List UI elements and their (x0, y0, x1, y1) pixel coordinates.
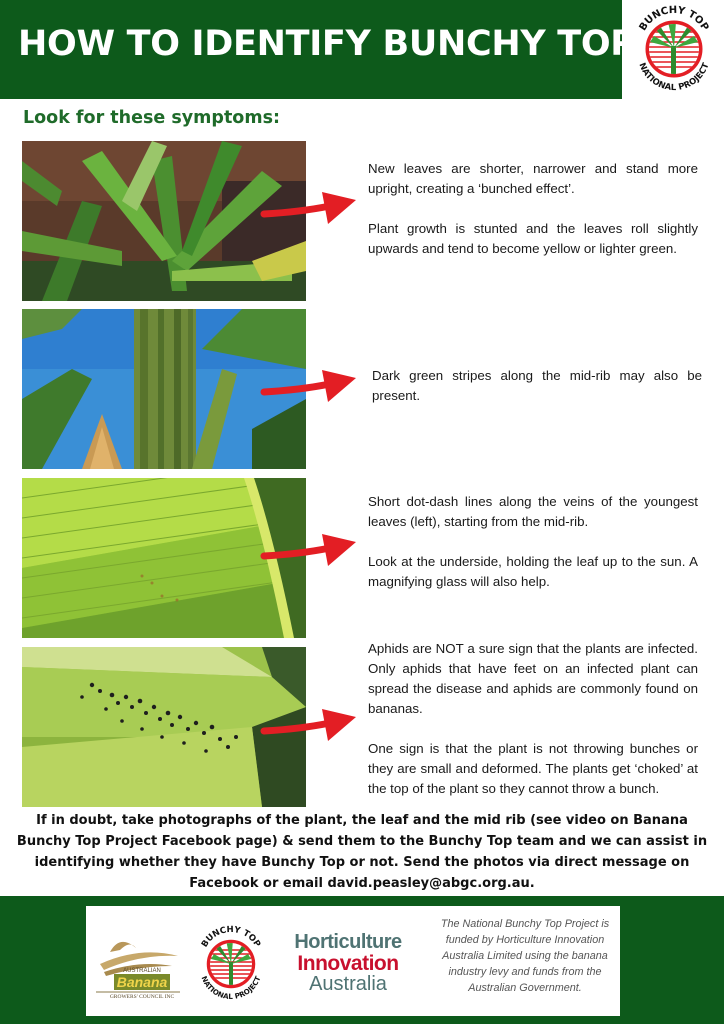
symptom-text-2 (372, 366, 702, 406)
page-title: HOW TO IDENTIFY BUNCHY TOP (18, 24, 636, 64)
logo-arc-bottom: NATIONAL PROJECT (636, 61, 712, 94)
symptom-text-1 (368, 159, 698, 259)
arrow-1 (260, 184, 360, 234)
footer-logo-arc-bottom: NATIONAL PROJECT (199, 974, 263, 1002)
arrow-2 (260, 362, 360, 412)
abgc-logo (90, 936, 184, 1006)
symptom-1-para-2: Plant growth is stunted and the leaves roll slightly upwards and tend to become yellow or lighter green. (368, 221, 698, 256)
abgc-line-bottom: GROWERS' COUNCIL INC (109, 994, 175, 1000)
logo-arc-top: BUNCHY TOP (637, 4, 711, 33)
arrow-4 (260, 701, 360, 751)
funding-statement: The National Bunchy Top Project is funded by Horticulture Innovation Australia Limited using the banana industry levy and funds from the Australian Government. (440, 918, 610, 994)
hia-logo (282, 932, 414, 1002)
symptom-3-para-1: Short dot-dash lines along the veins of the youngest leaves (left), starting from the mid-rib. (368, 494, 698, 529)
symptom-1-para-1: New leaves are shorter, narrower and stand more upright, creating a ‘bunched effect’. (368, 161, 698, 196)
footer-logo-arc-top: BUNCHY TOP (199, 924, 263, 950)
advice-text: If in doubt, take photographs of the plant, the leaf and the mid rib (see video on Banana Bunchy Top Project Facebook page) & send them to the Bunchy Top team and we can assist in identifying whether they have Bunchy Top or not. Send the photos via direct message on Facebook or email david.peasley@abgc.org.au. (16, 813, 708, 891)
symptom-4-para-1: Aphids are NOT a sure sign that the plants are infected. Only aphids that have feet on an infected plant can spread the disease and aphids are commonly found on bananas. (368, 641, 698, 716)
hia-line-2: Innovation (297, 952, 399, 975)
hia-line-1: Horticulture (294, 931, 402, 953)
bunchy-top-logo (630, 2, 718, 96)
symptom-4-para-2: One sign is that the plant is not throwing bunches or they are small and deformed. The plants get ‘choked’ at the top of the plant so they cannot throw a bunch. (368, 741, 698, 796)
symptom-text-4 (368, 639, 698, 799)
symptom-text-3 (368, 492, 698, 592)
hia-line-3: Australia (309, 973, 387, 995)
footer-bar (0, 896, 724, 1024)
symptom-2-para-1: Dark green stripes along the mid-rib may also be present. (372, 368, 702, 403)
symptoms-heading: Look for these symptoms: (23, 108, 280, 128)
symptom-3-para-2: Look at the underside, holding the leaf up to the sun. A magnifying glass will also help. (368, 554, 698, 589)
footer-panel (86, 906, 620, 1016)
abgc-line-mid: Banana (116, 974, 168, 990)
bunchy-top-logo-footer (194, 912, 268, 1012)
arrow-3 (260, 526, 360, 576)
header-bar (0, 0, 636, 99)
abgc-line-top: AUSTRALIAN (123, 968, 161, 974)
